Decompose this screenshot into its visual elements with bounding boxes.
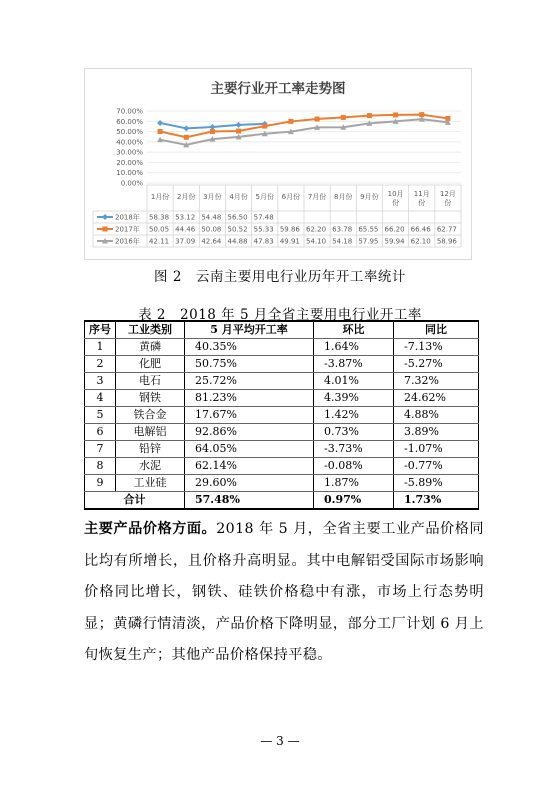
- row-industry: 铅锌: [116, 441, 185, 458]
- y-tick-label: 10.00%: [116, 169, 143, 178]
- table-row: [85, 458, 479, 475]
- row-yoy: 4.88%: [394, 407, 479, 424]
- data-value-label: 56.50: [227, 213, 248, 222]
- table-row: [85, 407, 479, 424]
- figure-caption: 图 2 云南主要用电行业历年开工率统计: [154, 269, 406, 285]
- table-caption: 表 2 2018 年 5 月全省主要用电行业开工率: [138, 307, 422, 323]
- data-value-label: 50.05: [149, 225, 170, 234]
- row-avg-rate: 81.23%: [185, 390, 314, 407]
- x-tick-label-suffix: 份: [444, 199, 452, 207]
- data-value-label: 55.33: [253, 225, 274, 234]
- x-tick-label: 8月份: [334, 193, 353, 201]
- data-value-label: 54.48: [201, 213, 222, 222]
- data-point-marker: [262, 124, 267, 129]
- table-row: [85, 390, 479, 407]
- header-mom: 环比: [313, 321, 393, 339]
- legend-series-name: 2017年: [115, 225, 140, 234]
- series-line-2: [160, 119, 448, 145]
- y-tick-label: 0.00%: [120, 179, 143, 188]
- row-yoy: 24.62%: [394, 390, 479, 407]
- row-industry: 水泥: [116, 458, 185, 475]
- row-yoy: 3.89%: [394, 424, 479, 441]
- row-yoy: -5.27%: [394, 356, 479, 373]
- x-tick-label: 1月份: [150, 193, 170, 201]
- series-line-1: [160, 115, 448, 138]
- legend-marker: [103, 227, 108, 232]
- data-point-marker: [367, 113, 372, 118]
- industry-utilization-table: [84, 320, 479, 510]
- data-value-label: 63.78: [332, 225, 353, 234]
- row-index: 5: [85, 407, 116, 424]
- y-tick-label: 30.00%: [116, 148, 143, 157]
- data-point-marker: [315, 117, 320, 122]
- data-point-marker: [210, 129, 215, 134]
- total-label: 合计: [85, 492, 185, 510]
- table-row: [85, 475, 479, 492]
- data-value-label: 44.46: [175, 225, 196, 234]
- x-tick-label: 10月: [387, 190, 404, 198]
- data-value-label: 53.12: [175, 213, 196, 222]
- y-tick-label: 60.00%: [116, 117, 143, 126]
- row-industry: 电石: [116, 373, 185, 390]
- data-value-label: 65.55: [358, 225, 379, 234]
- row-mom: 4.39%: [313, 390, 393, 407]
- row-avg-rate: 17.67%: [185, 407, 314, 424]
- row-index: 2: [85, 356, 116, 373]
- row-industry: 钢铁: [116, 390, 185, 407]
- table-row: [85, 441, 479, 458]
- data-value-label: 47.83: [253, 237, 274, 246]
- legend-series-name: 2018年: [115, 213, 140, 222]
- data-point-marker: [393, 112, 398, 117]
- row-mom: 4.01%: [313, 373, 393, 390]
- row-index: 9: [85, 475, 116, 492]
- data-value-label: 57.95: [358, 237, 379, 246]
- paragraph-lead: 主要产品价格方面。: [84, 521, 217, 537]
- row-index: 1: [85, 339, 116, 356]
- row-index: 8: [85, 458, 116, 475]
- data-point-marker: [157, 120, 163, 126]
- data-point-marker: [288, 119, 293, 124]
- data-point-marker: [236, 129, 241, 134]
- chart-container: [84, 68, 472, 260]
- data-value-label: 62.10: [410, 237, 431, 246]
- table-total-row: [85, 492, 479, 510]
- data-value-label: 49.91: [279, 237, 300, 246]
- row-industry: 化肥: [116, 356, 185, 373]
- row-avg-rate: 40.35%: [185, 339, 314, 356]
- x-tick-label-suffix: 份: [418, 199, 426, 207]
- data-value-label: 50.52: [227, 225, 248, 234]
- row-industry: 工业硅: [116, 475, 185, 492]
- row-industry: 电解铝: [116, 424, 185, 441]
- data-value-label: 62.77: [436, 225, 457, 234]
- row-mom: 0.73%: [313, 424, 393, 441]
- data-value-label: 37.09: [175, 237, 196, 246]
- header-yoy: 同比: [394, 321, 479, 339]
- row-mom: -3.87%: [313, 356, 393, 373]
- row-index: 7: [85, 441, 116, 458]
- row-industry: 铁合金: [116, 407, 185, 424]
- table-header-row: [85, 321, 479, 339]
- x-tick-label: 6月份: [281, 193, 301, 201]
- data-value-label: 66.46: [410, 225, 431, 234]
- y-tick-label: 20.00%: [116, 158, 143, 167]
- data-value-label: 54.18: [332, 237, 353, 246]
- row-mom: -0.08%: [313, 458, 393, 475]
- data-point-marker: [183, 125, 189, 131]
- table-row: [85, 339, 479, 356]
- paragraph-body: 2018 年 5 月，全省主要工业产品价格同比均有所增长，且价格升高明显。其中电解铝受国际市场影响价格同比增长，钢铁、硅铁价格稳中有涨，市场上行态势明显；黄磷行情清淡，产品价格下降明显，部分工厂计划 6 月上旬恢复生产；其他产品价格保持平稳。: [84, 521, 484, 663]
- data-value-label: 44.88: [227, 237, 248, 246]
- header-avg-rate: 5 月平均开工率: [185, 321, 314, 339]
- data-value-label: 54.10: [306, 237, 327, 246]
- x-tick-label: 9月份: [360, 193, 379, 201]
- row-mom: 1.42%: [313, 407, 393, 424]
- x-tick-label: 7月份: [307, 193, 327, 201]
- legend-marker: [102, 214, 108, 220]
- legend-series-name: 2016年: [115, 237, 140, 246]
- row-avg-rate: 64.05%: [185, 441, 314, 458]
- x-tick-label: 12月: [439, 190, 456, 198]
- row-yoy: -7.13%: [394, 339, 479, 356]
- table-row: [85, 424, 479, 441]
- data-point-marker: [341, 115, 346, 120]
- data-value-label: 57.48: [253, 213, 274, 222]
- y-tick-label: 70.00%: [116, 107, 143, 116]
- row-industry: 黄磷: [116, 339, 185, 356]
- x-tick-label: 11月: [413, 190, 430, 198]
- data-point-marker: [236, 122, 242, 128]
- x-tick-label: 4月份: [229, 193, 248, 201]
- total-yoy: 1.73%: [394, 492, 479, 510]
- row-yoy: 7.32%: [394, 373, 479, 390]
- y-tick-label: 50.00%: [116, 128, 143, 137]
- x-tick-label: 3月份: [203, 193, 222, 201]
- row-avg-rate: 29.60%: [185, 475, 314, 492]
- row-mom: 1.64%: [313, 339, 393, 356]
- data-value-label: 58.38: [149, 213, 170, 222]
- data-value-label: 59.86: [279, 225, 300, 234]
- data-value-label: 50.08: [201, 225, 222, 234]
- data-value-label: 42.11: [149, 237, 170, 246]
- table-row: [85, 356, 479, 373]
- row-mom: 1.87%: [313, 475, 393, 492]
- row-index: 6: [85, 424, 116, 441]
- chart-title: 主要行业开工率走势图: [210, 81, 346, 97]
- row-index: 4: [85, 390, 116, 407]
- row-avg-rate: 62.14%: [185, 458, 314, 475]
- row-mom: -3.73%: [313, 441, 393, 458]
- x-tick-label-suffix: 份: [392, 199, 400, 207]
- row-avg-rate: 92.86%: [185, 424, 314, 441]
- data-value-label: 58.96: [436, 237, 457, 246]
- header-index: 序号: [85, 321, 116, 339]
- row-index: 3: [85, 373, 116, 390]
- header-industry: 工业类别: [116, 321, 185, 339]
- data-value-label: 42.64: [201, 237, 222, 246]
- row-avg-rate: 50.75%: [185, 356, 314, 373]
- x-tick-label: 2月份: [177, 193, 196, 201]
- x-tick-label: 5月份: [255, 193, 274, 201]
- data-value-label: 66.20: [384, 225, 405, 234]
- line-chart: [85, 69, 471, 259]
- total-avg: 57.48%: [185, 492, 314, 510]
- data-value-label: 59.94: [384, 237, 405, 246]
- y-tick-label: 40.00%: [116, 138, 143, 147]
- row-yoy: -5.89%: [394, 475, 479, 492]
- data-value-label: 62.20: [306, 225, 327, 234]
- page-number: — 3 —: [260, 734, 300, 748]
- row-yoy: -0.77%: [394, 458, 479, 475]
- row-yoy: -1.07%: [394, 441, 479, 458]
- row-avg-rate: 25.72%: [185, 373, 314, 390]
- price-paragraph: [84, 514, 484, 672]
- data-point-marker: [184, 135, 189, 140]
- table-row: [85, 373, 479, 390]
- data-point-marker: [158, 129, 163, 134]
- total-mom: 0.97%: [313, 492, 393, 510]
